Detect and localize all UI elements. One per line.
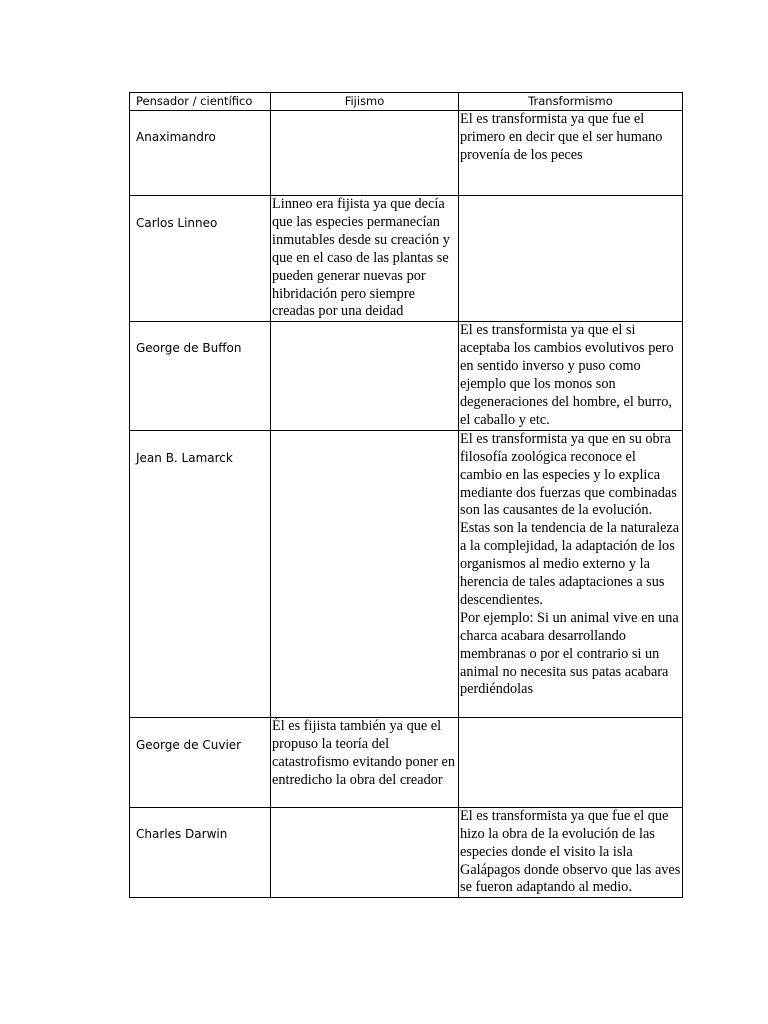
header-thinker: Pensador / científico <box>130 93 271 111</box>
thinker-name: George de Buffon <box>136 341 242 356</box>
thinker-cell <box>130 196 271 322</box>
transformism-cell: El es transformista ya que fue el primero en decir que el ser humano provenía de los peces <box>459 111 683 196</box>
fixism-cell <box>271 322 459 430</box>
table-row <box>130 807 683 898</box>
transformism-cell <box>459 196 683 322</box>
transformism-cell <box>459 717 683 807</box>
transformism-cell: El es transformista ya que en su obra filosofía zoológica reconoce el cambio en las especies y lo explica mediante dos fuerzas que combinadas son las causantes de la evolución. Estas son la tendencia de la naturaleza a la complejidad, la adaptación de los organismos al medio externo y la herencia de tales adaptaciones a sus descendientes. Por ejemplo: Si un animal vive en una charca acabara desarrollando membranas o por el contrario si un animal no necesita sus patas acabara perdiéndolas <box>459 430 683 717</box>
thinker-cell <box>130 322 271 430</box>
thinker-name: Anaximandro <box>136 130 216 144</box>
transformism-cell: El es transformista ya que el si aceptaba los cambios evolutivos pero en sentido inverso y puso como ejemplo que los monos son degeneraciones del hombre, el burro, el caballo y etc. <box>459 322 683 430</box>
table-row <box>130 196 683 322</box>
fixism-cell <box>271 111 459 196</box>
fixism-cell <box>271 430 459 717</box>
thinker-cell <box>130 807 271 898</box>
thinker-cell <box>130 430 271 717</box>
table-row <box>130 322 683 430</box>
fixism-cell <box>271 807 459 898</box>
table-row <box>130 430 683 717</box>
thinkers-table <box>129 92 683 898</box>
thinker-cell <box>130 111 271 196</box>
thinker-cell <box>130 717 271 807</box>
header-fixism: Fijismo <box>271 93 459 111</box>
thinker-name: George de Cuvier <box>136 737 242 752</box>
table-row <box>130 111 683 196</box>
thinker-name: Jean B. Lamarck <box>136 450 233 465</box>
transformism-cell: El es transformista ya que fue el que hizo la obra de la evolución de las especies donde el visito la isla Galápagos donde observo que las aves se fueron adaptando al medio. <box>459 807 683 898</box>
fixism-cell: Linneo era fijista ya que decía que las especies permanecían inmutables desde su creación y que en el caso de las plantas se pueden generar nuevas por hibridación pero siempre creadas por una deidad <box>271 196 459 322</box>
table-header-row <box>130 93 683 111</box>
thinker-name: Charles Darwin <box>136 826 228 841</box>
table-row <box>130 717 683 807</box>
thinker-name: Carlos Linneo <box>136 216 218 230</box>
header-transformism: Transformismo <box>459 93 683 111</box>
fixism-cell: Él es fijista también ya que el propuso la teoría del catastrofismo evitando poner en entredicho la obra del creador <box>271 717 459 807</box>
